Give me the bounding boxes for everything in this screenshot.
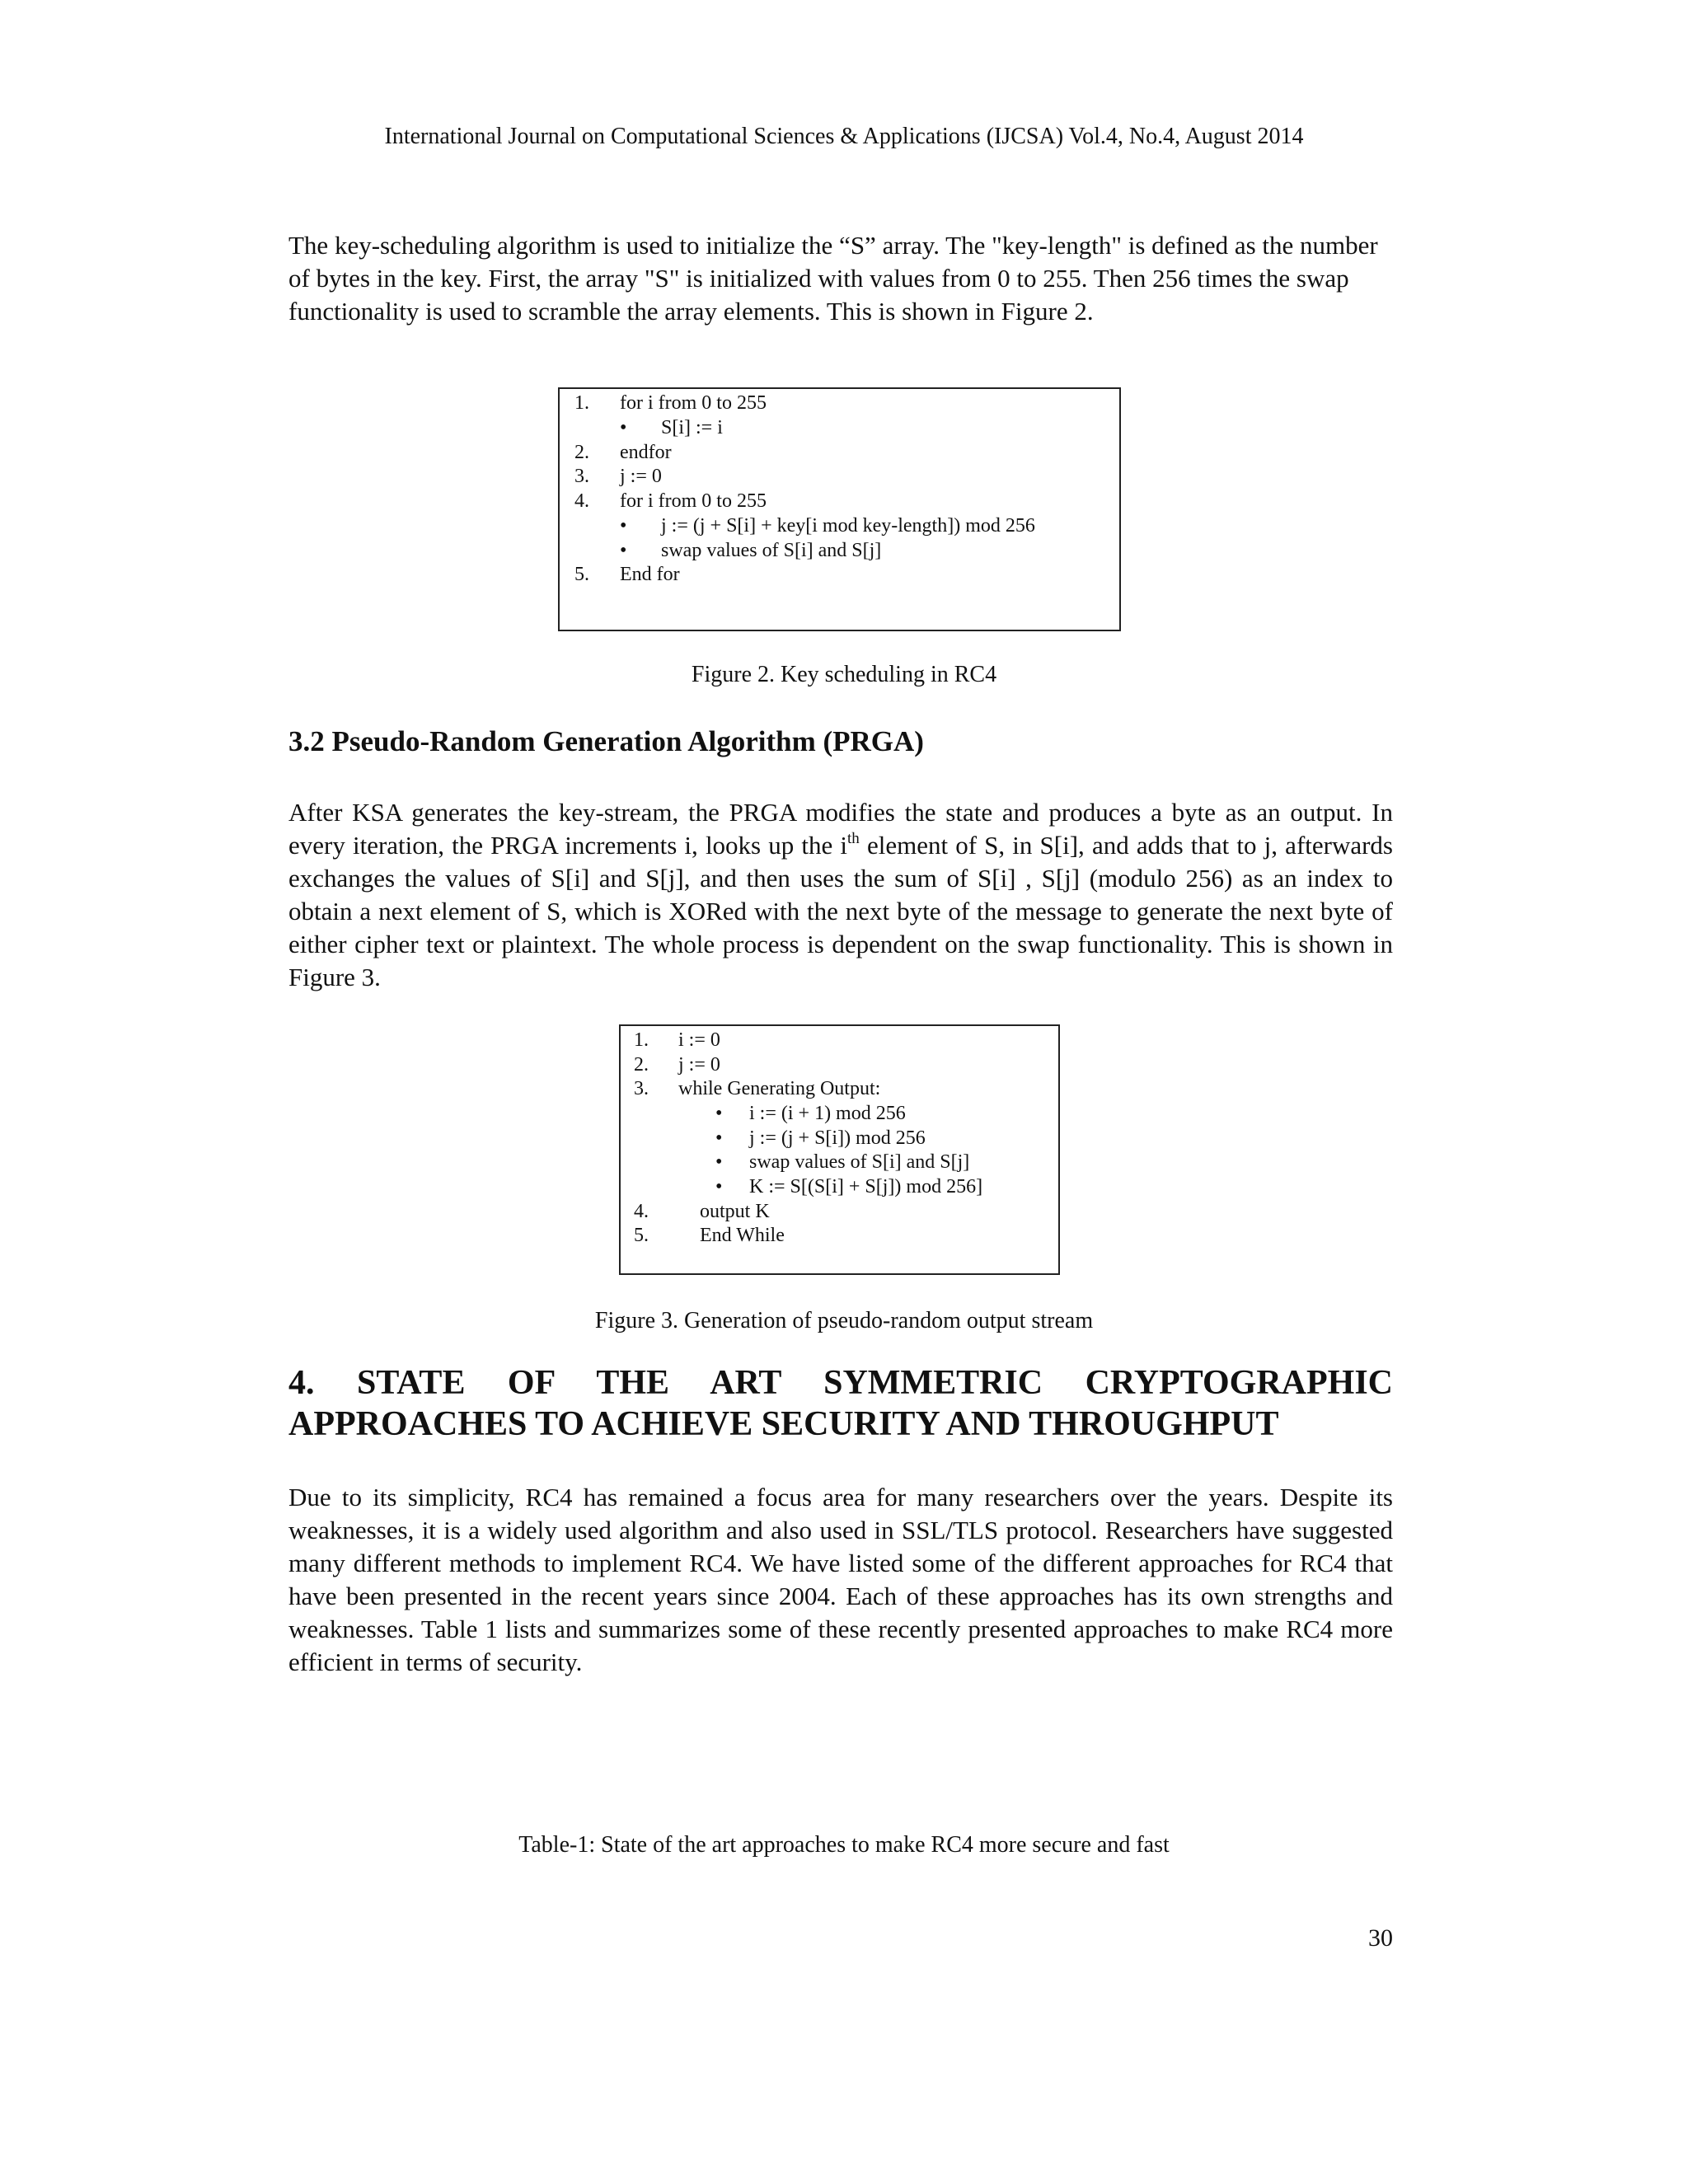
superscript: th <box>847 830 860 847</box>
bullet-icon: • <box>620 515 627 537</box>
code-text: while Generating Output: <box>678 1078 881 1099</box>
code-text: S[i] := i <box>661 417 723 438</box>
code-text: End While <box>700 1225 785 1246</box>
line-number: 2. <box>634 1054 649 1076</box>
line-number: 1. <box>574 392 589 414</box>
bullet-icon: • <box>715 1176 723 1197</box>
bullet-icon: • <box>715 1103 723 1124</box>
section-4-paragraph: Due to its simplicity, RC4 has remained a focus area for many researchers over the years. Despite its weaknesses, it is a widely used algorithm and also used in SSL/TLS protocol. Researchers have suggested many different methods to implement RC4. We have listed some of the different approaches for RC4 that have been presented in the recent years since 2004. Each of these approaches has its own strengths and weaknesses. Table 1 lists and summarizes some of these recently presented approaches to make RC4 more efficient in terms of security. <box>288 1483 1393 1676</box>
code-text: j := (j + S[i] + key[i mod key-length]) mod 256 <box>661 515 1035 537</box>
line-number: 3. <box>634 1078 649 1099</box>
table-1-caption: Table-1: State of the art approaches to make RC4 more secure and fast <box>518 1832 1170 1858</box>
code-text: swap values of S[i] and S[j] <box>749 1151 970 1173</box>
bullet-icon: • <box>715 1151 723 1173</box>
bullet-icon: • <box>620 417 627 438</box>
figure-3-caption: Figure 3. Generation of pseudo-random output stream <box>594 1308 1094 1333</box>
intro-paragraph: The key-scheduling algorithm is used to initialize the “S” array. The "key-length" is defined as the number of bytes in the key. First, the array "S" is initialized with values from 0 to 255. Then 256 times the swap functionality is used to scramble the array elements. This is shown in Figure 2. <box>288 231 1378 326</box>
code-text: swap values of S[i] and S[j] <box>661 540 882 561</box>
paragraph-text: After KSA generates the key-stream, the PRGA modifies the state and produces a byte as an output. In every iteration, the PRGA increments i, looks up the i <box>288 798 1393 860</box>
code-text: j := 0 <box>620 466 662 487</box>
code-text: for i from 0 to 255 <box>620 490 767 512</box>
code-text: End for <box>620 564 680 585</box>
bullet-icon: • <box>620 540 627 561</box>
running-header: International Journal on Computational Sciences & Applications (IJCSA) Vol.4, No.4, August 2014 <box>384 124 1304 149</box>
code-text: i := 0 <box>678 1029 720 1051</box>
code-text: j := (j + S[i]) mod 256 <box>749 1127 926 1149</box>
line-number: 4. <box>634 1201 649 1222</box>
line-number: 5. <box>634 1225 649 1246</box>
page-number: 30 <box>1368 1924 1393 1952</box>
code-text: for i from 0 to 255 <box>620 392 767 414</box>
code-text: i := (i + 1) mod 256 <box>749 1103 906 1124</box>
section-3-2-heading: 3.2 Pseudo-Random Generation Algorithm (PRGA) <box>288 725 924 757</box>
bullet-icon: • <box>715 1127 723 1149</box>
code-text: output K <box>700 1201 770 1222</box>
line-number: 3. <box>574 466 589 487</box>
figure-3-code-box <box>619 1024 1060 1275</box>
line-number: 4. <box>574 490 589 512</box>
figure-2-caption: Figure 2. Key scheduling in RC4 <box>691 662 997 687</box>
line-number: 5. <box>574 564 589 585</box>
section-4-heading <box>288 1362 1393 1445</box>
heading-line: 4. STATE OF THE ART SYMMETRIC CRYPTOGRAPHIC <box>288 1364 1393 1402</box>
code-text: j := 0 <box>678 1054 720 1076</box>
code-text: K := S[(S[i] + S[j]) mod 256] <box>749 1176 983 1197</box>
heading-line: APPROACHES TO ACHIEVE SECURITY AND THROUGHPUT <box>288 1405 1279 1443</box>
code-text: endfor <box>620 442 672 463</box>
paragraph-text: element of S, in S[i], and adds that to j, afterwards exchanges the values of S[i] and S[j], and then uses the sum of S[i] , S[j] (modulo 256) as an index to obtain a next element of S, which is XORed with the next byte of the message to generate the next byte of either cipher text or plaintext. The whole process is dependent on the swap functionality. This is shown in Figure 3. <box>288 831 1393 991</box>
figure-2-code-box <box>558 387 1121 631</box>
line-number: 1. <box>634 1029 649 1051</box>
section-3-2-paragraph <box>288 796 1393 994</box>
line-number: 2. <box>574 442 589 463</box>
